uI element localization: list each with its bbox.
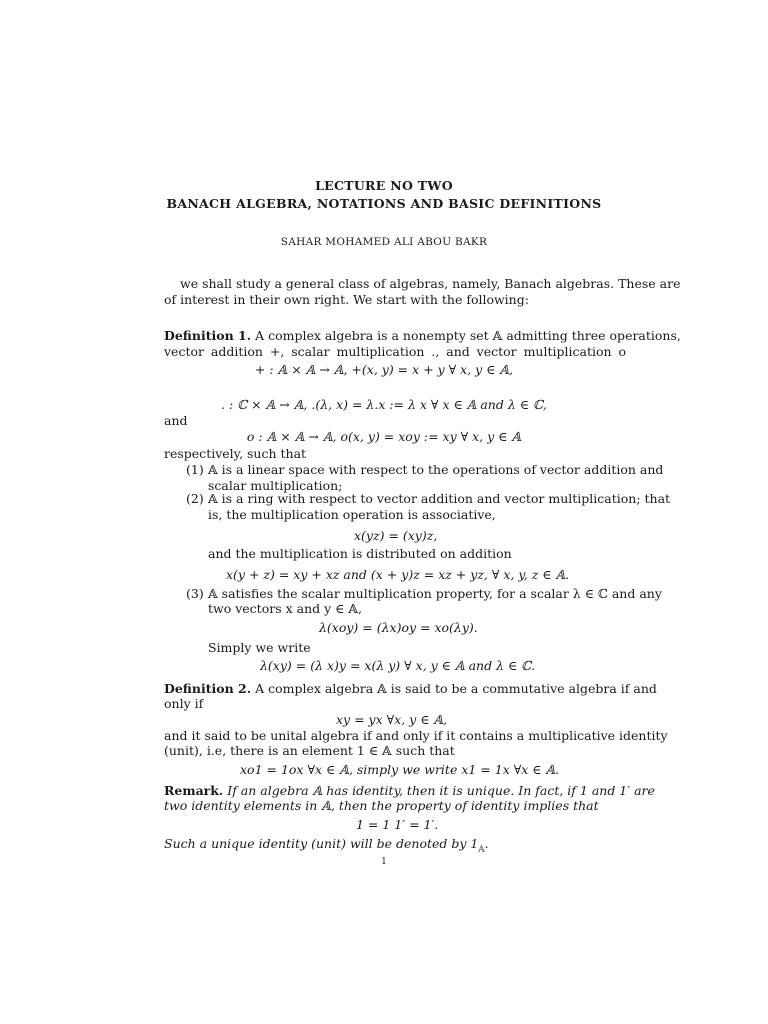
item-2-line-1: 𝔸 is a ring with respect to vector addition and vector multiplication; that: [208, 491, 671, 506]
item-1-line-2: scalar multiplication;: [208, 478, 343, 493]
definition-2-eq-identity: xo1 = 1ox ∀x ∈ 𝔸, simply we write x1 = 1x ∀x ∈ 𝔸.: [240, 762, 560, 777]
remark-line-1: [164, 783, 655, 799]
item-3-line-3: Simply we write: [208, 640, 311, 655]
item-1-line-1: 𝔸 is a linear space with respect to the operations of vector addition and: [208, 462, 664, 477]
title-line-1: LECTURE NO TWO: [315, 178, 453, 193]
item-2-eq-associative: x(yz) = (xy)z,: [354, 528, 438, 543]
item-3-line-1: 𝔸 satisfies the scalar multiplication property, for a scalar λ ∈ ℂ and any: [208, 586, 662, 601]
definition-2-line-4: (unit), i.e, there is an element 1 ∈ 𝔸 such that: [164, 743, 455, 758]
definition-2-line-3: and it said to be unital algebra if and only if it contains a multiplicative identity: [164, 728, 668, 743]
definition-2-text: A complex algebra 𝔸 is said to be a commutative algebra if and: [255, 681, 657, 696]
definition-1-respectively: respectively, such that: [164, 446, 307, 461]
remark-text: If an algebra 𝔸 has identity, then it is unique. In fact, if 1 and 1′ are: [227, 783, 655, 798]
item-2-number: (2): [186, 491, 204, 506]
intro-line-1: we shall study a general class of algebras, namely, Banach algebras. These are: [180, 276, 681, 291]
definition-1-label: Definition 1.: [164, 328, 252, 343]
item-3-eq-simple: λ(xy) = (λ x)y = x(λ y) ∀ x, y ∈ 𝔸 and λ ∈ ℂ.: [260, 658, 536, 673]
item-3-eq-scalar-property: λ(xoy) = (λx)oy = xo(λy).: [319, 620, 478, 635]
item-2-line-3: and the multiplication is distributed on addition: [208, 546, 512, 561]
item-2-eq-distributive: x(y + z) = xy + xz and (x + y)z = xz + yz, ∀ x, y, z ∈ 𝔸.: [226, 567, 570, 582]
item-3-line-2: two vectors x and y ∈ 𝔸,: [208, 601, 363, 616]
title-line-2: BANACH ALGEBRA, NOTATIONS AND BASIC DEFINITIONS: [166, 196, 602, 211]
definition-1-line-2: vector addition +, scalar multiplication ., and vector multiplication o: [164, 344, 626, 359]
remark-line-3-text: Such a unique identity (unit) will be denoted by 1: [164, 836, 479, 851]
definition-1-eq-scalar: . : ℂ × 𝔸 → 𝔸, .(λ, x) = λ.x := λ x ∀ x ∈ 𝔸 and λ ∈ ℂ,: [221, 397, 547, 412]
author: SAHAR MOHAMED ALI ABOU BAKR: [280, 236, 488, 248]
definition-2-line-2: only if: [164, 696, 204, 711]
item-2-line-2: is, the multiplication operation is associative,: [208, 507, 496, 522]
page-number: 1: [381, 857, 387, 867]
remark-label: Remark.: [164, 783, 224, 798]
item-1-number: (1): [186, 462, 204, 477]
definition-1-text: A complex algebra is a nonempty set 𝔸 admitting three operations,: [255, 328, 681, 343]
remark-subscript: 𝔸: [478, 844, 485, 854]
definition-1-eq-addition: + : 𝔸 × 𝔸 → 𝔸, +(x, y) = x + y ∀ x, y ∈ 𝔸,: [254, 362, 514, 377]
item-3-number: (3): [186, 586, 204, 601]
remark-period: .: [484, 836, 489, 851]
remark-line-2: two identity elements in 𝔸, then the property of identity implies that: [164, 798, 599, 813]
definition-1-and: and: [164, 413, 188, 428]
definition-2-label: Definition 2.: [164, 681, 252, 696]
remark-eq-unique: 1 = 1 1′ = 1′.: [356, 817, 439, 832]
definition-2-line-1: [164, 681, 657, 697]
definition-1-eq-multiplication: o : 𝔸 × 𝔸 → 𝔸, o(x, y) = xoy := xy ∀ x, y ∈ 𝔸: [246, 429, 522, 444]
definition-2-eq-commutative: xy = yx ∀x, y ∈ 𝔸,: [336, 712, 448, 727]
definition-1-line-1: [164, 328, 681, 344]
intro-line-2: of interest in their own right. We start with the following:: [164, 292, 529, 307]
